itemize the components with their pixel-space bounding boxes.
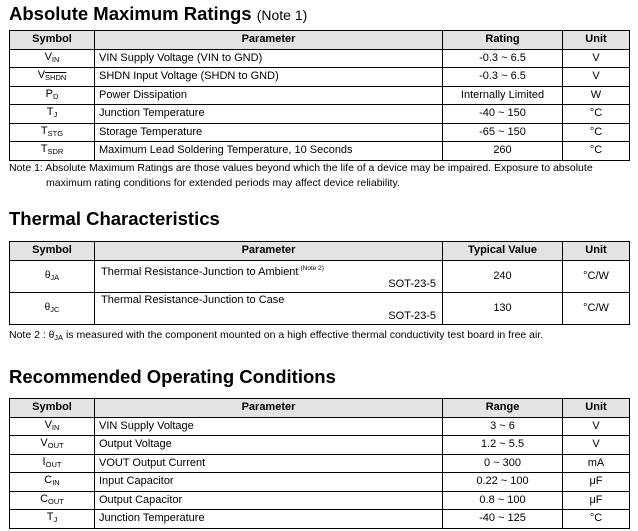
unit-cell: μF <box>563 491 630 510</box>
note-2-subscript: JA <box>54 333 64 342</box>
unit-cell: °C <box>563 510 630 529</box>
symbol-cell <box>10 292 95 324</box>
table-row <box>10 86 630 105</box>
table-row <box>10 473 630 492</box>
parameter-name <box>101 262 324 279</box>
column-header-range: Range <box>443 399 563 418</box>
column-header-unit: Unit <box>563 31 630 50</box>
parameter-cell: Junction Temperature <box>95 510 443 529</box>
range-cell: 0.22 ~ 100 <box>443 473 563 492</box>
note-1-line-2: maximum rating conditions for extended periods may affect device reliability. <box>46 177 400 189</box>
parameter-cell: VIN Supply Voltage <box>95 417 443 436</box>
symbol-subscript: IN <box>52 478 60 488</box>
absolute-maximum-ratings-table <box>9 30 630 161</box>
typical-value-cell: 240 <box>443 260 563 292</box>
symbol-subscript: SDR <box>47 147 64 157</box>
range-cell: 3 ~ 6 <box>443 417 563 436</box>
symbol-subscript: J <box>53 110 58 120</box>
symbol-cell <box>10 510 95 529</box>
absolute-title-note: (Note 1) <box>256 7 308 23</box>
note-2-text: is measured with the component mounted on a high effective thermal conductivity test board in free air. <box>63 329 544 341</box>
range-cell: 0 ~ 300 <box>443 454 563 473</box>
unit-cell: V <box>563 68 630 87</box>
symbol-subscript: D <box>52 91 59 101</box>
table-row <box>10 142 630 161</box>
symbol-cell <box>10 417 95 436</box>
recommended-operating-conditions-table <box>9 398 630 529</box>
symbol-main: P <box>45 87 53 100</box>
symbol-cell <box>10 436 95 455</box>
table-row <box>10 491 630 510</box>
parameter-name: Thermal Resistance-Junction to Case <box>101 293 285 306</box>
table-header-row <box>10 242 630 261</box>
symbol-subscript: JA <box>50 272 60 282</box>
column-header-symbol: Symbol <box>10 399 95 418</box>
parameter-cell: Input Capacitor <box>95 473 443 492</box>
parameter-cell: SHDN Input Voltage (SHDN to GND) <box>95 68 443 87</box>
symbol-main: C <box>40 492 49 505</box>
parameter-note-ref: (Note 2) <box>300 264 324 272</box>
symbol-main: I <box>42 455 46 468</box>
theta-symbol: θ <box>44 301 51 313</box>
symbol-cell <box>10 142 95 161</box>
section-title-absolute-maximum-ratings <box>9 3 307 25</box>
rating-cell: -0.3 ~ 6.5 <box>443 68 563 87</box>
table-row <box>10 417 630 436</box>
rating-cell: Internally Limited <box>443 86 563 105</box>
rating-cell: -0.3 ~ 6.5 <box>443 49 563 68</box>
table-row <box>10 510 630 529</box>
symbol-subscript: OUT <box>48 496 64 506</box>
note-1-line-1: Note 1: Absolute Maximum Ratings are those values beyond which the life of a device may be impaired. Exposure to absolute <box>9 162 593 174</box>
thermal-characteristics-table <box>9 241 630 325</box>
symbol-cell <box>10 68 95 87</box>
parameter-cell: Power Dissipation <box>95 86 443 105</box>
symbol-subscript: IN <box>51 422 60 432</box>
unit-cell: V <box>563 49 630 68</box>
table-row <box>10 123 630 142</box>
table-row <box>10 436 630 455</box>
unit-cell: W <box>563 86 630 105</box>
column-header-typical-value: Typical Value <box>443 242 563 261</box>
range-cell: 0.8 ~ 100 <box>443 491 563 510</box>
rating-cell: -40 ~ 150 <box>443 105 563 124</box>
rating-cell: -65 ~ 150 <box>443 123 563 142</box>
symbol-subscript: OUT <box>45 459 62 469</box>
unit-cell: μF <box>563 473 630 492</box>
symbol-subscript: STG <box>47 128 64 138</box>
column-header-unit: Unit <box>563 242 630 261</box>
rating-cell: 260 <box>443 142 563 161</box>
note-2 <box>9 328 543 345</box>
range-cell: -40 ~ 125 <box>443 510 563 529</box>
symbol-main: V <box>44 50 52 63</box>
unit-cell: °C <box>563 123 630 142</box>
table-row <box>10 105 630 124</box>
absolute-title-text: Absolute Maximum Ratings <box>9 3 252 24</box>
parameter-cell <box>95 260 443 292</box>
table-row <box>10 260 630 292</box>
symbol-main: C <box>44 474 53 487</box>
parameter-cell: Output Voltage <box>95 436 443 455</box>
parameter-cell: Maximum Lead Soldering Temperature, 10 Seconds <box>95 142 443 161</box>
symbol-main: V <box>40 437 48 450</box>
column-header-symbol: Symbol <box>10 31 95 50</box>
parameter-cell: Junction Temperature <box>95 105 443 124</box>
symbol-main: V <box>44 418 52 431</box>
column-header-parameter: Parameter <box>95 242 443 261</box>
symbol-main: T <box>40 143 48 156</box>
column-header-unit: Unit <box>563 399 630 418</box>
parameter-cell <box>95 292 443 324</box>
symbol-subscript: J <box>53 515 58 525</box>
parameter-cell: VIN Supply Voltage (VIN to GND) <box>95 49 443 68</box>
symbol-subscript: JC <box>50 304 60 314</box>
column-header-parameter: Parameter <box>95 399 443 418</box>
symbol-subscript: SHDN <box>45 73 67 83</box>
parameter-cell: Storage Temperature <box>95 123 443 142</box>
table-row <box>10 292 630 324</box>
column-header-parameter: Parameter <box>95 31 443 50</box>
unit-cell: °C <box>563 105 630 124</box>
range-cell: 1.2 ~ 5.5 <box>443 436 563 455</box>
symbol-cell <box>10 49 95 68</box>
symbol-main: T <box>46 511 54 524</box>
unit-cell: V <box>563 417 630 436</box>
column-header-symbol: Symbol <box>10 242 95 261</box>
column-header-rating: Rating <box>443 31 563 50</box>
package-label: SOT-23-5 <box>388 277 436 290</box>
symbol-cell <box>10 86 95 105</box>
unit-cell: °C/W <box>563 260 630 292</box>
theta-symbol: θ <box>48 330 55 341</box>
symbol-cell <box>10 123 95 142</box>
theta-symbol: θ <box>44 269 51 281</box>
unit-cell: mA <box>563 454 630 473</box>
symbol-main: V <box>37 69 46 82</box>
symbol-main: T <box>46 106 54 119</box>
symbol-cell <box>10 473 95 492</box>
note-2-prefix: Note 2 : <box>9 329 49 341</box>
unit-cell: V <box>563 436 630 455</box>
parameter-text: Thermal Resistance-Junction to Ambient <box>101 265 299 278</box>
symbol-cell <box>10 454 95 473</box>
note-1 <box>9 161 593 191</box>
table-row <box>10 68 630 87</box>
symbol-cell <box>10 491 95 510</box>
symbol-cell <box>10 260 95 292</box>
parameter-cell: Output Capacitor <box>95 491 443 510</box>
table-row <box>10 454 630 473</box>
symbol-main: T <box>40 124 48 137</box>
table-header-row <box>10 399 630 418</box>
section-title-recommended-operating-conditions: Recommended Operating Conditions <box>9 366 336 387</box>
typical-value-cell: 130 <box>443 292 563 324</box>
table-row <box>10 49 630 68</box>
section-title-thermal-characteristics: Thermal Characteristics <box>9 208 220 229</box>
unit-cell: °C <box>563 142 630 161</box>
parameter-cell: VOUT Output Current <box>95 454 443 473</box>
symbol-subscript: OUT <box>47 441 64 451</box>
symbol-subscript: IN <box>51 54 60 64</box>
package-label: SOT-23-5 <box>388 309 436 322</box>
unit-cell: °C/W <box>563 292 630 324</box>
table-header-row <box>10 31 630 50</box>
symbol-cell <box>10 105 95 124</box>
